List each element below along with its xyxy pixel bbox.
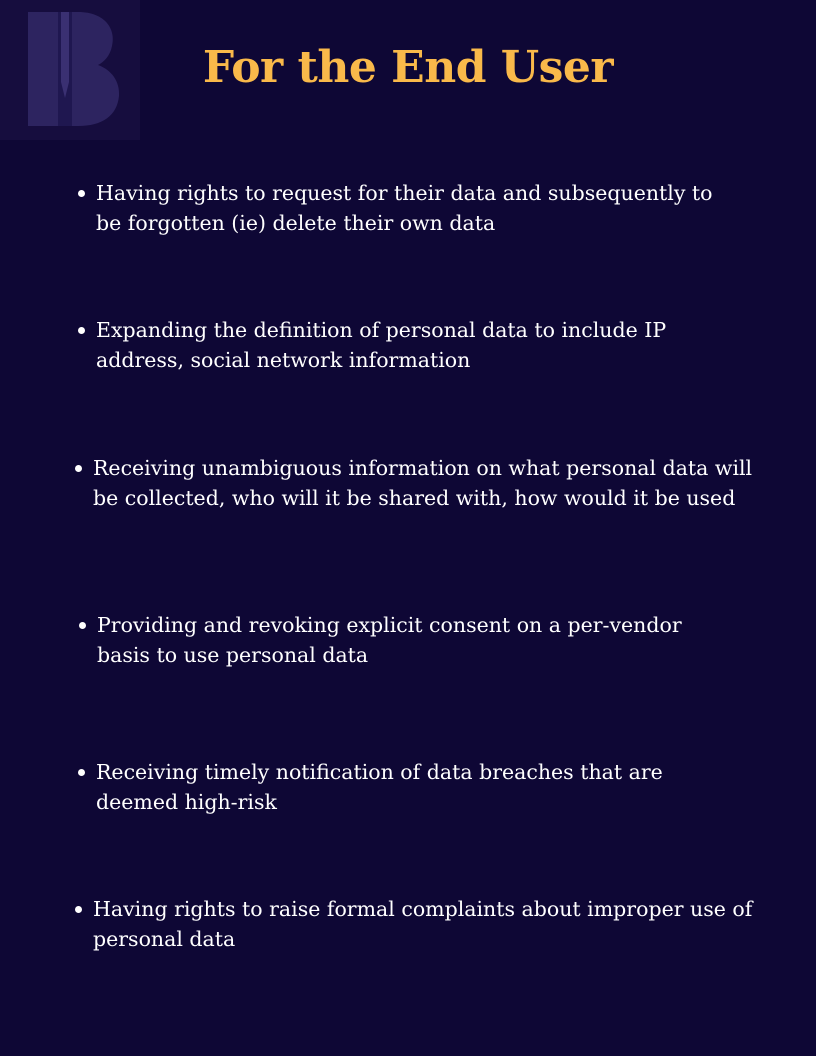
bullet-item-breach-notification: Receiving timely notification of data breaches that are deemed high-risk xyxy=(78,757,718,817)
bullet-item-personal-data-definition: Expanding the definition of personal data to include IP address, social network information xyxy=(78,315,718,375)
bullet-item-formal-complaints: Having rights to raise formal complaints about improper use of personal data xyxy=(75,894,775,954)
bullet-item-explicit-consent: Providing and revoking explicit consent on a per-vendor basis to use personal data xyxy=(79,610,739,670)
bullet-item-rights-to-be-forgotten: Having rights to request for their data and subsequently to be forgotten (ie) delete their own data xyxy=(78,178,718,238)
page-title: For the End User xyxy=(202,42,614,93)
bullet-item-unambiguous-information: Receiving unambiguous information on what personal data will be collected, who will it be shared with, how would it be used xyxy=(75,453,765,513)
